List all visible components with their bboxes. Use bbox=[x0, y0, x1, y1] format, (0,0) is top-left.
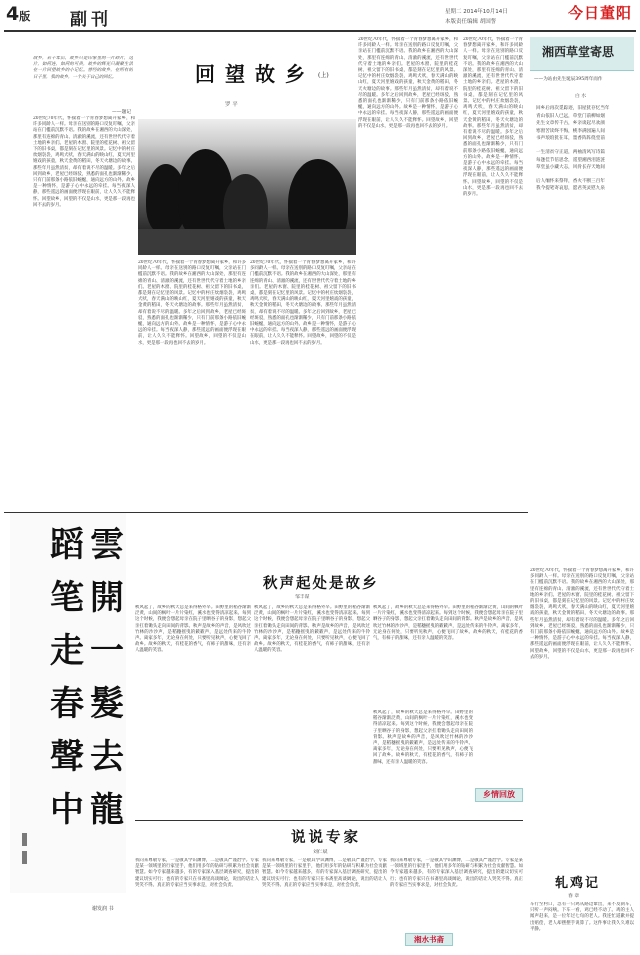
article2-col3: 秋风起了，故乡的秋天总是来得格外早。田野里的稻谷渐渐泛黄，山间的枫叶一片片染红，溪水也变得清凉起来。每到这个时候，我便会想起母亲在院子里晒谷子的身影，想起父亲扛着锄头走向田间的背影。秋声是故乡的声音，是风吹过竹林的沙沙声，是稻穗摇曳的簌簌声，是远处传来的牛铃声。离家多年，无论身在何处，只要听见秋声，心便飞回了故乡。故乡的秋天，有桂花的香气，有柿子的甜味，还有亲人温暖的笑容。 bbox=[373, 605, 523, 642]
seal-stamp bbox=[22, 851, 27, 864]
article3-author: 刘仁斌 bbox=[313, 850, 328, 855]
poem-line: 后人缅怀来祭拜，香火不断三百年 bbox=[536, 178, 605, 184]
sidebar-title: 湘西草堂寄思 bbox=[542, 45, 615, 59]
sidebar-poem bbox=[536, 105, 632, 193]
calligraphy-char: 笔 bbox=[50, 578, 84, 618]
calligraphy-char: 開 bbox=[90, 578, 124, 618]
article3-title: 说说专家 bbox=[291, 829, 361, 846]
calligraphy-signature: 谢发润 书 bbox=[92, 906, 114, 912]
sidebar-continuation: 20世纪70年代，怀揣着一个青春梦想离开家乡，和许多同龄人一样。母亲在送别的路口反复叮嘱，父亲站在门槛前沉默不语。我的故乡在湘西的大山深处，那里有连绵的青山、清澈的溪流，还有世世代代守着土地的乡亲们。老屋的木窗、院里的桂花树、祖父留下的旧书桌，都是刻在记忆里的风景。记忆中的村庄炊烟袅袅，鸡鸣犬吠，春天满山的映山红，夏天河里嬉戏的孩童，秋天金黄的稻田，冬天火塘边的故事。那些年月虽然清贫，却有着说不尽的温暖。多年之后回到故乡，老屋已经斑驳，熟悉的面孔也渐渐稀少，只有门前那条小路依旧蜿蜒，通向远方的山外。故乡是一种情怀，是游子心中永远的牵挂。每当夜深人静，那些遥远的画面便浮现在眼前，让人久久不能释怀。回望故乡，回望的不仅是山水，更是那一段再也回不去的岁月。 bbox=[530, 568, 634, 660]
stamp-banner-2: 湘水书斋 bbox=[405, 933, 453, 946]
header-rule bbox=[4, 30, 636, 32]
landscape-photo bbox=[138, 119, 356, 255]
poem-line: 书声琅琅犹在耳，墨香阵阵绕堂前 bbox=[536, 136, 605, 142]
poem-line: 我今提笔寄哀思，愿君英灵慰九泉 bbox=[536, 186, 605, 192]
poem-line: 青山依旧人已远，草堂门前柳如烟 bbox=[536, 113, 605, 119]
article4-title: 轧鸡记 bbox=[555, 876, 601, 891]
main-body-col2: 20世纪70年代，怀揣着一个青春梦想离开家乡，和许多同龄人一样。母亲在送别的路口反复叮嘱，父亲站在门槛前沉默不语。我的故乡在湘西的大山深处，那里有连绵的青山、清澈的溪流，还有世世代代守着土地的乡亲们。老屋的木窗、院里的桂花树、祖父留下的旧书桌，都是刻在记忆里的风景。记忆中的村庄炊烟袅袅，鸡鸣犬吠，春天满山的映山红，夏天河里嬉戏的孩童，秋天金黄的稻田，冬天火塘边的故事。那些年月虽然清贫，却有着说不尽的温暖。多年之后回到故乡，老屋已经斑驳，熟悉的面孔也渐渐稀少，只有门前那条小路依旧蜿蜒，通向远方的山外。故乡是一种情怀，是游子心中永远的牵挂。每当夜深人静，那些遥远的画面便浮现在眼前，让人久久不能释怀。回望故乡，回望的不仅是山水，更是那一段再也回不去的岁月。 bbox=[138, 260, 246, 346]
calligraphy-char: 蹈 bbox=[50, 525, 84, 565]
calligraphy-char: 一 bbox=[90, 631, 124, 671]
article3-col1: 我向来尊敬专家，一是敬其学识渊博，二是敬其严谨治学。专家是某一领域里的行家里手，他们用多年的钻研与积累为社会贡献智慧。如今专家越来越多，有的专家深入基层调查研究，提出的建议切实可行；也有的专家只在书斋里高谈阔论，说出的话让人哭笑不得。真正的专家应当实事求是，对社会负责。 bbox=[135, 858, 259, 888]
article2-col1: 秋风起了，故乡的秋天总是来得格外早。田野里的稻谷渐渐泛黄，山间的枫叶一片片染红，溪水也变得清凉起来。每到这个时候，我便会想起母亲在院子里晒谷子的身影，想起父亲扛着锄头走向田间的背影。秋声是故乡的声音，是风吹过竹林的沙沙声，是稻穗摇曳的簌簌声，是远处传来的牛铃声。离家多年，无论身在何处，只要听见秋声，心便飞回了故乡。故乡的秋天，有桂花的香气，有柿子的甜味，还有亲人温暖的笑容。 bbox=[135, 605, 251, 654]
article3-rule bbox=[135, 820, 523, 821]
article2-col2: 秋风起了，故乡的秋天总是来得格外早。田野里的稻谷渐渐泛黄，山间的枫叶一片片染红，溪水也变得清凉起来。每到这个时候，我便会想起母亲在院子里晒谷子的身影，想起父亲扛着锄头走向田间的背影。秋声是故乡的声音，是风吹过竹林的沙沙声，是稻穗摇曳的簌簌声，是远处传来的牛铃声。离家多年，无论身在何处，只要听见秋声，心便飞回了故乡。故乡的秋天，有桂花的香气，有柿子的甜味，还有亲人温暖的笑容。 bbox=[254, 605, 370, 654]
calligraphy-char: 龍 bbox=[90, 790, 124, 830]
article2-title: 秋声起处是故乡 bbox=[263, 575, 379, 592]
main-body-col5: 20世纪70年代，怀揣着一个青春梦想离开家乡，和许多同龄人一样。母亲在送别的路口反复叮嘱，父亲站在门槛前沉默不语。我的故乡在湘西的大山深处，那里有连绵的青山、清澈的溪流，还有世世代代守着土地的乡亲们。老屋的木窗、院里的桂花树、祖父留下的旧书桌，都是刻在记忆里的风景。记忆中的村庄炊烟袅袅，鸡鸣犬吠，春天满山的映山红，夏天河里嬉戏的孩童，秋天金黄的稻田，冬天火塘边的故事。那些年月虽然清贫，却有着说不尽的温暖。多年之后回到故乡，老屋已经斑驳，熟悉的面孔也渐渐稀少，只有门前那条小路依旧蜿蜒，通向远方的山外。故乡是一种情怀，是游子心中永远的牵挂。每当夜深人静，那些遥远的画面便浮现在眼前，让人久久不能释怀。回望故乡，回望的不仅是山水，更是那一段再也回不去的岁月。 bbox=[463, 37, 523, 198]
main-body-col4: 20世纪70年代，怀揣着一个青春梦想离开家乡，和许多同龄人一样。母亲在送别的路口反复叮嘱，父亲站在门槛前沉默不语。我的故乡在湘西的大山深处，那里有连绵的青山、清澈的溪流，还有世世代代守着土地的乡亲们。老屋的木窗、院里的桂花树、祖父留下的旧书桌，都是刻在记忆里的风景。记忆中的村庄炊烟袅袅，鸡鸣犬吠，春天满山的映山红，夏天河里嬉戏的孩童，秋天金黄的稻田，冬天火塘边的故事。那些年月虽然清贫，却有着说不尽的温暖。多年之后回到故乡，老屋已经斑驳，熟悉的面孔也渐渐稀少，只有门前那条小路依旧蜿蜒，通向远方的山外。故乡是一种情怀，是游子心中永远的牵挂。每当夜深人静，那些遥远的画面便浮现在眼前，让人久久不能释怀。回望故乡，回望的不仅是山水，更是那一段再也回不去的岁月。 bbox=[358, 37, 458, 129]
main-body-col3: 20世纪70年代，怀揣着一个青春梦想离开家乡，和许多同龄人一样。母亲在送别的路口反复叮嘱，父亲站在门槛前沉默不语。我的故乡在湘西的大山深处，那里有连绵的青山、清澈的溪流，还有世世代代守着土地的乡亲们。老屋的木窗、院里的桂花树、祖父留下的旧书桌，都是刻在记忆里的风景。记忆中的村庄炊烟袅袅，鸡鸣犬吠，春天满山的映山红，夏天河里嬉戏的孩童，秋天金黄的稻田，冬天火塘边的故事。那些年月虽然清贫，却有着说不尽的温暖。多年之后回到故乡，老屋已经斑驳，熟悉的面孔也渐渐稀少，只有门前那条小路依旧蜿蜒，通向远方的山外。故乡是一种情怀，是游子心中永远的牵挂。每当夜深人静，那些遥远的画面便浮现在眼前，让人久久不能释怀。回望故乡，回望的不仅是山水，更是那一段再也回不去的岁月。 bbox=[250, 260, 356, 346]
sidebar-author: 白 水 bbox=[575, 94, 587, 99]
article3-col2: 我向来尊敬专家，一是敬其学识渊博，二是敬其严谨治学。专家是某一领域里的行家里手，他们用多年的钻研与积累为社会贡献智慧。如今专家越来越多，有的专家深入基层调查研究，提出的建议切实可行；也有的专家只在书斋里高谈阔论，说出的话让人哭笑不得。真正的专家应当实事求是，对社会负责。 bbox=[262, 858, 387, 888]
main-article-author: 罗 平 bbox=[225, 102, 238, 108]
calligraphy-char: 中 bbox=[50, 790, 84, 830]
editor-line: 本版责任编辑 胡国誓 bbox=[445, 19, 497, 25]
poem-line: 先生文章传千古，乡亲谈起尽欢颜 bbox=[536, 121, 605, 127]
main-intro: 故乡，若干年后，故乡只是印象里的一片碎片，这片，如何连，如何的可贵，故乡的辉光只凝聚生活在一片回望故乡的小记忆。曾经的故乡，在所有的日子里，我的故乡，一个关于自己的回忆。 bbox=[33, 56, 133, 80]
article2-author: 邹丰谋 bbox=[295, 595, 310, 600]
stamp-banner-1: 乡情回放 bbox=[475, 788, 523, 802]
calligraphy-char: 春 bbox=[50, 684, 84, 724]
calligraphy-char: 聲 bbox=[50, 737, 84, 777]
poem-line: 每逢佳节倍思念，遥望湘西泪涟涟 bbox=[536, 157, 605, 163]
sidebar-poem-box bbox=[530, 37, 634, 567]
calligraphy-char: 去 bbox=[90, 737, 124, 777]
sidebar-subtitle: ——为站由先生诞辰395周年而作 bbox=[534, 77, 603, 82]
poem-line: 寒窗苦读终不悔，桃李满园遍人间 bbox=[536, 128, 605, 134]
article4-author: 春 章 bbox=[568, 894, 580, 899]
calligraphy-char: 雲 bbox=[90, 525, 124, 565]
article2-col4: 秋风起了，故乡的秋天总是来得格外早。田野里的稻谷渐渐泛黄，山间的枫叶一片片染红，溪水也变得清凉起来。每到这个时候，我便会想起母亲在院子里晒谷子的身影，想起父亲扛着锄头走向田间的背影。秋声是故乡的声音，是风吹过竹林的沙沙声，是稻穗摇曳的簌簌声，是远处传来的牛铃声。离家多年，无论身在何处，只要听见秋声，心便飞回了故乡。故乡的秋天，有桂花的香气，有柿子的甜味，还有亲人温暖的笑容。 bbox=[373, 710, 473, 765]
calligraphy-artwork bbox=[10, 513, 126, 893]
calligraphy-char: 走 bbox=[50, 631, 84, 671]
section-title: 副刊 bbox=[70, 10, 112, 30]
main-article-title: 回望故乡 bbox=[195, 62, 315, 86]
main-body-col1: 20世纪70年代，怀揣着一个青春梦想离开家乡，和许多同龄人一样。母亲在送别的路口反复叮嘱，父亲站在门槛前沉默不语。我的故乡在湘西的大山深处，那里有连绵的青山、清澈的溪流，还有世世代代守着土地的乡亲们。老屋的木窗、院里的桂花树、祖父留下的旧书桌，都是刻在记忆里的风景。记忆中的村庄炊烟袅袅，鸡鸣犬吠，春天满山的映山红，夏天河里嬉戏的孩童，秋天金黄的稻田，冬天火塘边的故事。那些年月虽然清贫，却有着说不尽的温暖。多年之后回到故乡，老屋已经斑驳，熟悉的面孔也渐渐稀少，只有门前那条小路依旧蜿蜒，通向远方的山外。故乡是一种情怀，是游子心中永远的牵挂。每当夜深人静，那些遥远的画面便浮现在眼前，让人久久不能释怀。回望故乡，回望的不仅是山水，更是那一段再也回不去的岁月。 bbox=[33, 116, 135, 208]
main-subhead: ——题记 bbox=[112, 110, 132, 115]
date-line: 星期二 2014年10月14日 bbox=[445, 9, 508, 15]
main-article-part: (上) bbox=[318, 72, 329, 79]
page-number: 4版 bbox=[6, 3, 31, 25]
newspaper-logo: 今日董阳 bbox=[568, 4, 633, 22]
seal-stamp bbox=[22, 833, 27, 846]
poem-line: 一生清贫守正道，两袖清风写诗篇 bbox=[536, 149, 605, 155]
article4-body: 车行至村口，忽有一只鸡从路边窜出，来不及刹车，只听一声闷响。下车一看，鸡已经不动了。鸡的主人闻声赶来，是一位年过七旬的老人。我连忙道歉并提出赔偿，老人却摆摆手说算了。这件事让我久久难以平静。 bbox=[530, 902, 634, 932]
article3-col3: 我向来尊敬专家，一是敬其学识渊博，二是敬其严谨治学。专家是某一领域里的行家里手，他们用多年的钻研与积累为社会贡献智慧。如今专家越来越多，有的专家深入基层调查研究，提出的建议切实可行；也有的专家只在书斋里高谈阔论，说出的话让人哭笑不得。真正的专家应当实事求是，对社会负责。 bbox=[390, 858, 523, 888]
calligraphy-char: 髮 bbox=[90, 684, 124, 724]
poem-line: 回乡后再次觅踪迹，旧屋犹存忆当年 bbox=[536, 106, 610, 111]
poem-line: 草堂虽小藏大志，风骨长存天地间 bbox=[536, 165, 605, 171]
